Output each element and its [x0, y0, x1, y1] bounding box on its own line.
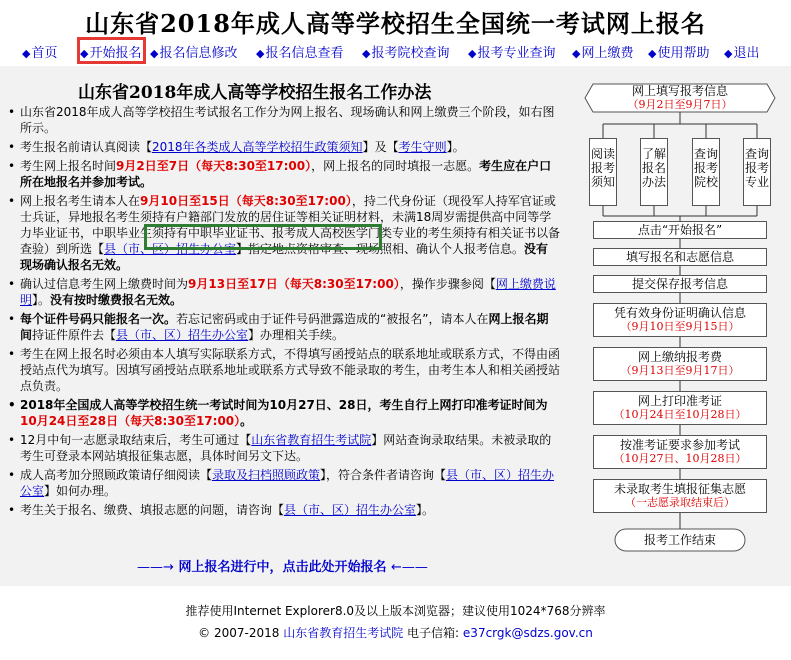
list-item: • 12月中旬一志愿录取结束后，考生可通过【山东省教育招生考试院】网站查询录取结果。未被录取的考生可登录本网站填报征集志愿，具体时间另文下达。 [8, 432, 560, 464]
flow-step-confirm-identity: 凭有效身份证明确认信息 （9月10日至9月15日） [593, 303, 767, 337]
main-content [0, 66, 791, 586]
exam-authority-footer-link[interactable]: 山东省教育招生考试院 [283, 626, 404, 640]
flow-branch-query-major: 查询报考专业 [743, 138, 771, 206]
flow-step-save-info: 提交保存报考信息 [593, 275, 767, 293]
diamond-icon: ◆ [256, 47, 265, 60]
nav-start-registration[interactable]: ◆开始报名 [80, 46, 142, 61]
process-flowchart [575, 76, 785, 576]
nav-view-info[interactable]: ◆报名信息查看 [256, 46, 344, 61]
exam-authority-link[interactable]: 山东省教育招生考试院 [251, 433, 372, 447]
county-office-link[interactable]: 县（市、区）招生办公室 [116, 328, 249, 342]
list-item: • 考生关于报名、缴费、填报志愿的问题，请咨询【县（市、区）招生办公室】。 [8, 502, 560, 518]
flow-step-click-start: 点击“开始报名” [593, 221, 767, 239]
diamond-icon: ◆ [468, 47, 477, 60]
payment-guide-link[interactable]: 网上缴费说明 [20, 277, 556, 307]
nav-logout[interactable]: ◆退出 [724, 46, 760, 61]
county-office-link[interactable]: 县（市、区）招生办公室 [284, 503, 417, 517]
arrow-left-icon: ←—— [391, 560, 428, 575]
flow-branch-learn-method: 了解报名办法 [640, 138, 668, 206]
nav-modify-info[interactable]: ◆报名信息修改 [150, 46, 238, 61]
diamond-icon: ◆ [572, 47, 581, 60]
list-item: • 每个证件号码只能报名一次。若忘记密码或由于证件号码泄露造成的“被报名”，请本人在网上报名期间持证件原件去【县（市、区）招生办公室】办理相关手续。 [8, 311, 560, 343]
diamond-icon: ◆ [150, 47, 159, 60]
exam-rules-link[interactable]: 考生守则 [398, 140, 447, 154]
nav-major-query[interactable]: ◆报考专业查询 [468, 46, 556, 61]
list-item: • 网上报名考生请本人在9月10日至15日（每天8:30至17:00），持二代身份证（现役军人持军官证或士兵证，异地报名考生须持有户籍部门发放的居住证等相关证明材料，未满18周岁需提供高中同等学力毕业证书，中职毕业生须持有中职毕业证书、报考成人高校医学门类专业的考生须持有相关证书以备查验）到所选【县（市、区）招生办公室】指定地点资格审查、现场照相、确认个人报考信息。没有现场确认报名无效。 [8, 193, 560, 273]
list-item: • 2018年全国成人高等学校招生统一考试时间为10月27日、28日，考生自行上网打印准考证时间为10月24日至28日（每天8:30至17:00）。 [8, 397, 560, 429]
nav-school-query[interactable]: ◆报考院校查询 [362, 46, 450, 61]
diamond-icon: ◆ [724, 47, 733, 60]
footer [0, 600, 791, 644]
county-office-link[interactable]: 县（市、区）招生办公室 [104, 242, 237, 256]
diamond-icon: ◆ [648, 47, 657, 60]
flow-branch-read-notice: 阅读报考须知 [589, 138, 617, 206]
arrow-right-icon: ——→ [137, 560, 174, 575]
policy-notice-link[interactable]: 2018年各类成人高等学校招生政策须知 [152, 140, 363, 154]
nav-payment[interactable]: ◆网上缴费 [572, 46, 634, 61]
section-title: 山东省2018年成人高等学校招生报名工作办法 [78, 83, 432, 103]
flow-branch-query-school: 查询报考院校 [692, 138, 720, 206]
cta-text[interactable]: 网上报名进行中，点击此处开始报名 [178, 560, 387, 575]
browser-recommendation: 推荐使用Internet Explorer8.0及以上版本浏览器；建议使用1024*768分辨率 [185, 604, 606, 618]
instructions-list [8, 104, 560, 521]
page-title: 山东省2018年成人高等学校招生全国统一考试网上报名 [85, 9, 706, 38]
copyright-line: © 2007-2018 山东省教育招生考试院 电子信箱: e37crgk@sdzs.gov.cn [198, 626, 593, 640]
flow-top-box: 网上填写报考信息 （9月2日至9月7日） [627, 84, 733, 111]
start-registration-highlight [77, 37, 146, 64]
registration-time-highlight [144, 224, 382, 250]
header [0, 0, 791, 66]
flow-step-supplementary: 未录取考生填报征集志愿 （一志愿录取结束后） [593, 479, 767, 513]
email-link[interactable]: e37crgk@sdzs.gov.cn [462, 626, 593, 640]
flow-step-take-exam: 按准考证要求参加考试 （10月27日、10月28日） [593, 435, 767, 469]
nav-home[interactable]: ◆首页 [22, 46, 58, 61]
bonus-policy-link[interactable]: 录取及扫档照顾政策 [212, 468, 321, 482]
start-registration-cta[interactable] [0, 556, 565, 575]
flow-step-print-ticket: 网上打印准考证 （10月24日至10月28日） [593, 391, 767, 425]
list-item: • 确认过信息考生网上缴费时间为9月13日至17日（每天8:30至17:00），操作步骤参阅【网上缴费说明】。没有按时缴费报名无效。 [8, 276, 560, 308]
flow-end-label: 报考工作结束 [643, 533, 716, 547]
diamond-icon: ◆ [362, 47, 371, 60]
online-registration-period: 9月2日至7日（每天8:30至17:00） [116, 159, 312, 173]
diamond-icon: ◆ [22, 47, 31, 60]
list-item: • 成人高考加分照顾政策请仔细阅读【录取及扫档照顾政策】，符合条件者请咨询【县（市、区）招生办公室】如何办理。 [8, 467, 560, 499]
list-item: • 考生在网上报名时必须由本人填写实际联系方式，不得填写函授站点的联系地址或联系方式，不得由函授站点代为填写。因填写函授站点联系地址或联系方式导致不能录取的考生，由考生本人和相关函授站点负责。 [8, 346, 560, 394]
list-item: • 考生报名前请认真阅读【2018年各类成人高等学校招生政策须知】及【考生守则】。 [8, 139, 560, 155]
diamond-icon: ◆ [80, 47, 89, 60]
nav-help[interactable]: ◆使用帮助 [648, 46, 710, 61]
list-item: • 考生网上报名时间9月2日至7日（每天8:30至17:00），网上报名的同时填报一志愿。考生应在户口所在地报名并参加考试。 [8, 158, 560, 190]
flow-step-pay-fee: 网上缴纳报考费 （9月13日至9月17日） [593, 347, 767, 381]
list-item: • 山东省2018年成人高等学校招生考试报名工作分为网上报名、现场确认和网上缴费三个阶段，如右图所示。 [8, 104, 560, 136]
county-office-link[interactable]: 县（市、区）招生办公室 [20, 468, 555, 498]
flow-step-fill-info: 填写报名和志愿信息 [593, 248, 767, 266]
